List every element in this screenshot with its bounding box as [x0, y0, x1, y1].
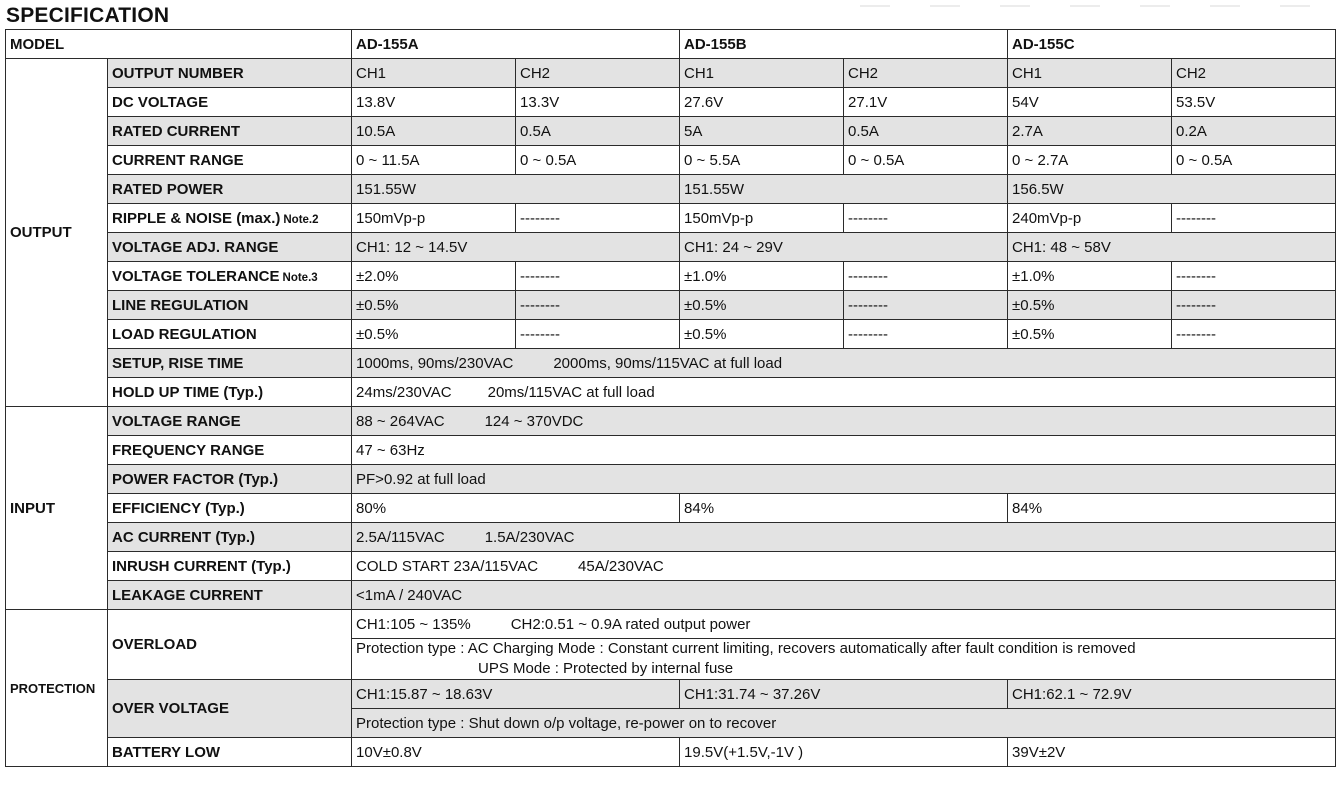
row-label: OVERLOAD [108, 610, 352, 680]
table-row [6, 117, 1336, 146]
cell-value [352, 610, 1336, 639]
row-label: INRUSH CURRENT (Typ.) [108, 552, 352, 581]
cell-value: 240mVp-p [1008, 204, 1172, 233]
specification-table [5, 29, 1336, 767]
cell-value: CH1: 48 ~ 58V [1008, 233, 1336, 262]
model-label: MODEL [6, 30, 352, 59]
cell-value [352, 407, 1336, 436]
cell-value: 0 ~ 0.5A [1172, 146, 1336, 175]
cell-value: 151.55W [352, 175, 680, 204]
row-label: LOAD REGULATION [108, 320, 352, 349]
cell-value: 13.8V [352, 88, 516, 117]
row-label: SETUP, RISE TIME [108, 349, 352, 378]
cell-value: CH2 [844, 59, 1008, 88]
scan-artifact [860, 2, 1330, 12]
table-row [6, 378, 1336, 407]
cell-value: 0 ~ 0.5A [844, 146, 1008, 175]
cell-value: 84% [680, 494, 1008, 523]
cell-value: ±0.5% [352, 320, 516, 349]
cell-value: CH1 [1008, 59, 1172, 88]
row-label: AC CURRENT (Typ.) [108, 523, 352, 552]
cell-value: PF>0.92 at full load [352, 465, 1336, 494]
cell-value: 150mVp-p [680, 204, 844, 233]
cell-value [352, 349, 1336, 378]
cell-value: -------- [1172, 291, 1336, 320]
cell-value: ±1.0% [1008, 262, 1172, 291]
cell-value [352, 378, 1336, 407]
row-label-text: RIPPLE & NOISE (max.) [112, 209, 281, 227]
cell-value: -------- [1172, 204, 1336, 233]
cell-value: ±1.0% [680, 262, 844, 291]
value-part: 2000ms, 90ms/115VAC at full load [553, 354, 783, 372]
cell-value: 47 ~ 63Hz [352, 436, 1336, 465]
cell-value: 10.5A [352, 117, 516, 146]
cell-value: 0.5A [844, 117, 1008, 146]
row-label: VOLTAGE RANGE [108, 407, 352, 436]
cell-value: CH2 [516, 59, 680, 88]
cell-value [352, 639, 1336, 680]
cell-value: 156.5W [1008, 175, 1336, 204]
value-part: CH1:105 ~ 135% [356, 615, 471, 633]
cell-value: ±0.5% [680, 291, 844, 320]
group-label-protection: PROTECTION [6, 610, 108, 767]
row-label-text: VOLTAGE TOLERANCE [112, 267, 280, 285]
group-label-input: INPUT [6, 407, 108, 610]
table-row [6, 175, 1336, 204]
table-row [6, 349, 1336, 378]
group-label-output: OUTPUT [6, 59, 108, 407]
value-part: 1.5A/230VAC [484, 528, 575, 546]
table-row [6, 320, 1336, 349]
cell-value: 13.3V [516, 88, 680, 117]
row-label: POWER FACTOR (Typ.) [108, 465, 352, 494]
cell-value: 0 ~ 2.7A [1008, 146, 1172, 175]
table-row [6, 610, 1336, 639]
table-row [6, 59, 1336, 88]
cell-value: -------- [516, 262, 680, 291]
cell-value: 0 ~ 5.5A [680, 146, 844, 175]
row-label: HOLD UP TIME (Typ.) [108, 378, 352, 407]
table-row [6, 146, 1336, 175]
cell-value: 53.5V [1172, 88, 1336, 117]
value-part: 20ms/115VAC at full load [487, 383, 655, 401]
table-row [6, 233, 1336, 262]
cell-value [352, 552, 1336, 581]
cell-value: 27.6V [680, 88, 844, 117]
value-part: 88 ~ 264VAC [356, 412, 445, 430]
cell-value: CH1: 12 ~ 14.5V [352, 233, 680, 262]
model-name: AD-155C [1008, 30, 1336, 59]
cell-value: -------- [844, 262, 1008, 291]
value-part: 24ms/230VAC [356, 383, 452, 401]
cell-value: -------- [844, 320, 1008, 349]
cell-value: ±2.0% [352, 262, 516, 291]
row-label: RATED POWER [108, 175, 352, 204]
cell-value: -------- [1172, 262, 1336, 291]
table-row [6, 407, 1336, 436]
value-part: 45A/230VAC [578, 557, 664, 575]
cell-value: 54V [1008, 88, 1172, 117]
cell-value: <1mA / 240VAC [352, 581, 1336, 610]
cell-value: CH2 [1172, 59, 1336, 88]
cell-value [352, 523, 1336, 552]
cell-value: CH1:62.1 ~ 72.9V [1008, 680, 1336, 709]
cell-value: 0 ~ 11.5A [352, 146, 516, 175]
value-part: 2.5A/115VAC [356, 528, 445, 546]
table-row [6, 494, 1336, 523]
cell-value: 0.5A [516, 117, 680, 146]
cell-value: 80% [352, 494, 680, 523]
row-label: EFFICIENCY (Typ.) [108, 494, 352, 523]
row-label: CURRENT RANGE [108, 146, 352, 175]
value-part: COLD START 23A/115VAC [356, 557, 539, 575]
table-row [6, 581, 1336, 610]
cell-value: ±0.5% [680, 320, 844, 349]
value-part: 1000ms, 90ms/230VAC [356, 354, 514, 372]
model-row [6, 30, 1336, 59]
row-label: LEAKAGE CURRENT [108, 581, 352, 610]
cell-value: Protection type : Shut down o/p voltage, re-power on to recover [352, 709, 1336, 738]
table-row [6, 552, 1336, 581]
value-part: 124 ~ 370VDC [484, 412, 584, 430]
cell-value: -------- [1172, 320, 1336, 349]
table-row [6, 262, 1336, 291]
row-label: FREQUENCY RANGE [108, 436, 352, 465]
cell-value: ±0.5% [1008, 291, 1172, 320]
row-label: DC VOLTAGE [108, 88, 352, 117]
value-part: CH2:0.51 ~ 0.9A rated output power [510, 615, 751, 633]
value-line: UPS Mode : Protected by internal fuse [478, 660, 734, 677]
row-label: BATTERY LOW [108, 738, 352, 767]
table-row [6, 436, 1336, 465]
row-label: LINE REGULATION [108, 291, 352, 320]
note-ref: Note.2 [283, 213, 319, 226]
cell-value: 19.5V(+1.5V,-1V ) [680, 738, 1008, 767]
row-label [108, 204, 352, 233]
row-label: RATED CURRENT [108, 117, 352, 146]
note-ref: Note.3 [282, 271, 318, 284]
cell-value: CH1:31.74 ~ 37.26V [680, 680, 1008, 709]
cell-value: -------- [516, 291, 680, 320]
table-row [6, 465, 1336, 494]
cell-value: CH1:15.87 ~ 18.63V [352, 680, 680, 709]
row-label [108, 262, 352, 291]
cell-value: 2.7A [1008, 117, 1172, 146]
cell-value: 151.55W [680, 175, 1008, 204]
cell-value: CH1: 24 ~ 29V [680, 233, 1008, 262]
cell-value: 0 ~ 0.5A [516, 146, 680, 175]
cell-value: 39V±2V [1008, 738, 1336, 767]
cell-value: 84% [1008, 494, 1336, 523]
table-row [6, 204, 1336, 233]
page-title: SPECIFICATION [6, 4, 170, 27]
cell-value: CH1 [680, 59, 844, 88]
cell-value: -------- [516, 204, 680, 233]
row-label: VOLTAGE ADJ. RANGE [108, 233, 352, 262]
value-line: Protection type : AC Charging Mode : Constant current limiting, recovers automatically after fault condition is removed [356, 640, 1136, 657]
cell-value: CH1 [352, 59, 516, 88]
cell-value: 27.1V [844, 88, 1008, 117]
table-row [6, 291, 1336, 320]
row-label: OVER VOLTAGE [108, 680, 352, 738]
table-row [6, 738, 1336, 767]
row-label: OUTPUT NUMBER [108, 59, 352, 88]
cell-value: 10V±0.8V [352, 738, 680, 767]
cell-value: ±0.5% [352, 291, 516, 320]
model-name: AD-155A [352, 30, 680, 59]
cell-value: -------- [844, 204, 1008, 233]
model-name: AD-155B [680, 30, 1008, 59]
cell-value: -------- [516, 320, 680, 349]
cell-value: 0.2A [1172, 117, 1336, 146]
cell-value: 150mVp-p [352, 204, 516, 233]
cell-value: -------- [844, 291, 1008, 320]
table-row [6, 680, 1336, 709]
cell-value: 5A [680, 117, 844, 146]
cell-value: ±0.5% [1008, 320, 1172, 349]
table-row [6, 523, 1336, 552]
table-row [6, 88, 1336, 117]
